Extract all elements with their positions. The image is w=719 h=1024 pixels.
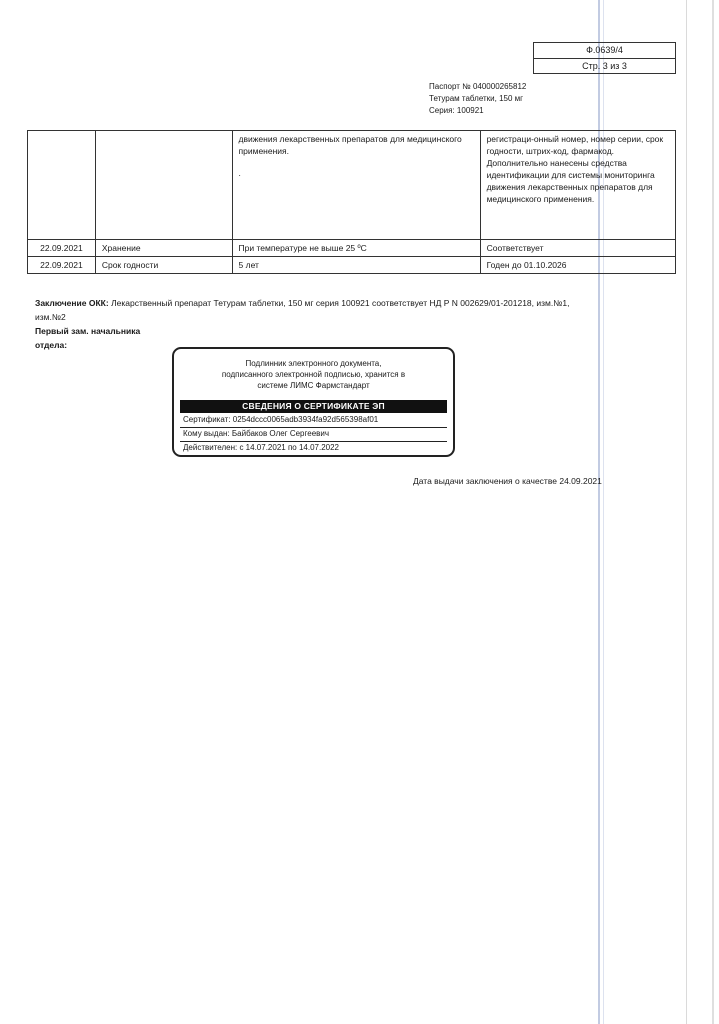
form-code: Ф.0639/4 bbox=[586, 45, 623, 55]
date-cell: 22.09.2021 bbox=[28, 240, 96, 257]
result-cell: регистраци-онный номер, номер серии, срок годности, штрих-код, фармакод. Дополнительно нанесены средства идентификации для системы мониторинга движения лекарственных препаратов для медицинского применения. bbox=[480, 131, 675, 240]
product-name: Тетурам таблетки, 150 мг bbox=[429, 94, 524, 103]
issue-date: Дата выдачи заключения о качестве 24.09.2021 bbox=[413, 476, 602, 486]
page-number: Стр. 3 из 3 bbox=[534, 58, 675, 73]
electronic-signature-stamp bbox=[172, 347, 455, 457]
stamp-heading-line: Подлинник электронного документа, bbox=[245, 359, 382, 368]
form-code-box bbox=[533, 42, 676, 74]
conclusion-label: Заключение ОКК: bbox=[35, 298, 109, 308]
series-number: Серия: 100921 bbox=[429, 106, 484, 115]
result-cell: Годен до 01.10.2026 bbox=[480, 257, 675, 274]
indicator-cell: Хранение bbox=[95, 240, 232, 257]
quality-table bbox=[27, 130, 676, 274]
certificate-owner: Кому выдан: Байбаков Олег Сергеевич bbox=[180, 427, 447, 442]
certificate-validity: Действителен: с 14.07.2021 по 14.07.2022 bbox=[183, 443, 339, 452]
signer-title: Первый зам. начальника bbox=[35, 326, 141, 336]
table-row bbox=[28, 257, 676, 274]
requirement-cell: При температуре не выше 25 ºС bbox=[232, 240, 480, 257]
indicator-cell: Срок годности bbox=[95, 257, 232, 274]
certificate-number: Сертификат: 0254dccc0065adb3934fa92d565398af01 bbox=[180, 413, 447, 428]
scan-artifact-line bbox=[712, 0, 714, 1024]
requirement-mark: . bbox=[238, 168, 241, 178]
certificate-header: СВЕДЕНИЯ О СЕРТИФИКАТЕ ЭП bbox=[180, 400, 447, 413]
stamp-heading-line: системе ЛИМС Фармстандарт bbox=[257, 381, 370, 390]
table-row bbox=[28, 240, 676, 257]
passport-info bbox=[429, 81, 526, 117]
passport-number: Паспорт № 040000265812 bbox=[429, 82, 527, 91]
signer-department: отдела: bbox=[35, 340, 68, 350]
requirement-cell bbox=[232, 131, 480, 240]
stamp-heading-line: подписанного электронной подписью, хранится в bbox=[221, 370, 406, 379]
date-cell: 22.09.2021 bbox=[28, 257, 96, 274]
table-row bbox=[28, 131, 676, 240]
date-cell bbox=[28, 131, 96, 240]
requirement-cell: 5 лет bbox=[232, 257, 480, 274]
requirement-text: движения лекарственных препаратов для медицинского применения. bbox=[238, 134, 462, 156]
stamp-heading bbox=[174, 358, 453, 391]
result-cell: Соответствует bbox=[480, 240, 675, 257]
conclusion-block bbox=[35, 296, 575, 352]
indicator-cell bbox=[95, 131, 232, 240]
conclusion-text: Лекарственный препарат Тетурам таблетки, 150 мг серия 100921 соответствует НД Р N 002629/01-201218, изм.№1, изм.№2 bbox=[35, 298, 570, 322]
scan-artifact-line bbox=[686, 0, 687, 1024]
